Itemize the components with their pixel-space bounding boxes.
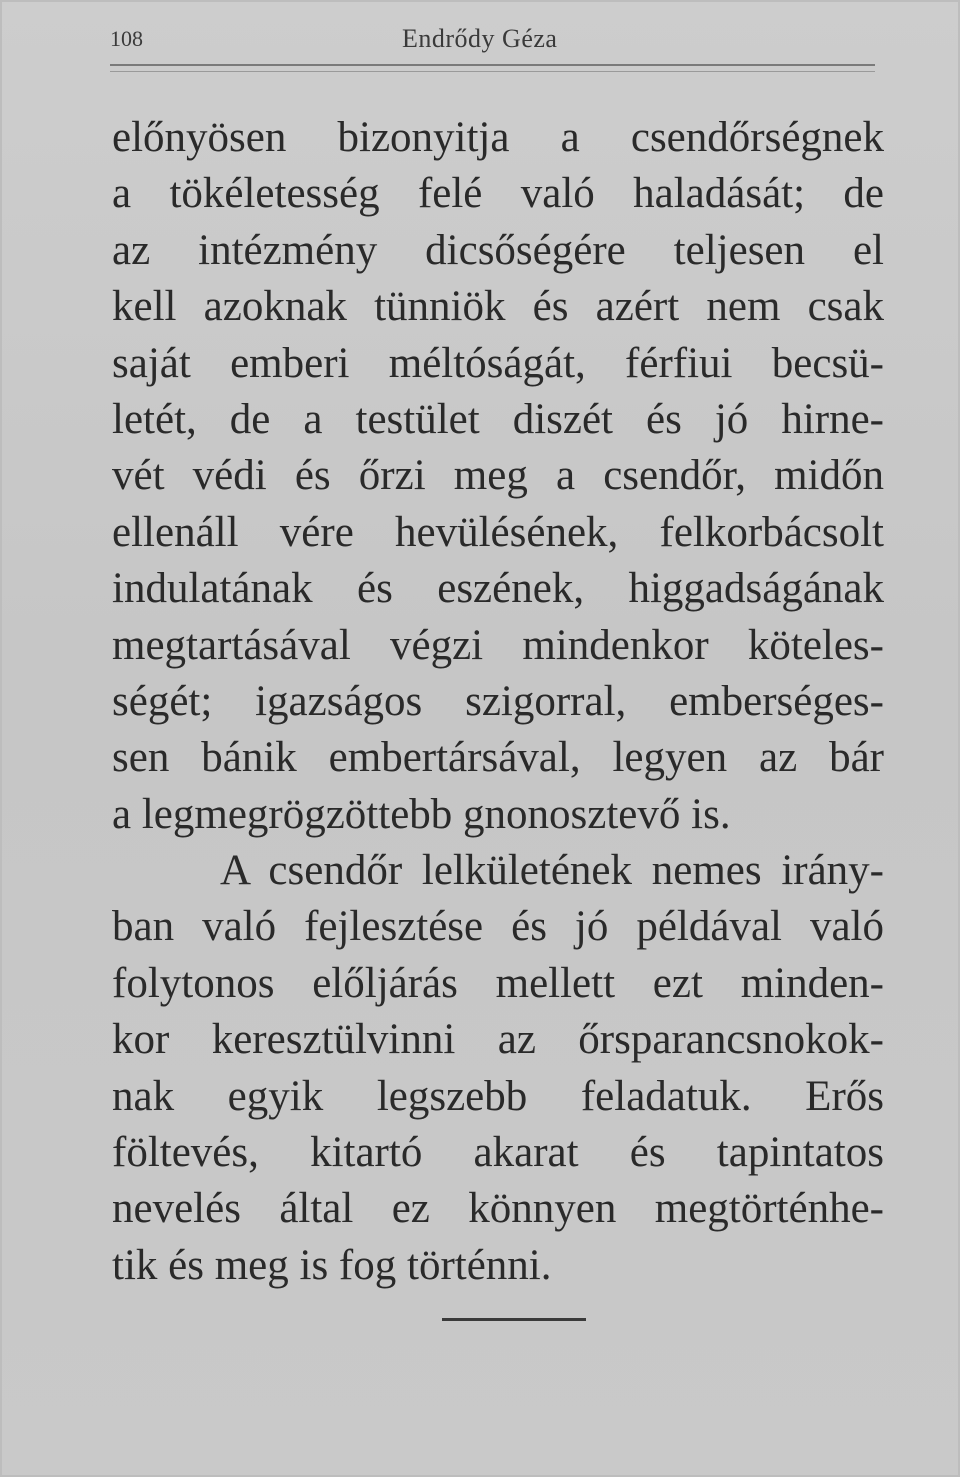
text-line: tik és meg is fog történni. bbox=[112, 1241, 552, 1289]
text-line: a tökéletesség felé való haladását; de bbox=[112, 170, 884, 218]
text-line: a legmegrögzöttebb gnonosztevő is. bbox=[112, 790, 731, 838]
text-line: vét védi és őrzi meg a csendőr, midőn bbox=[112, 452, 884, 500]
text-line: ellenáll vére hevülésének, felkorbácsolt bbox=[112, 508, 884, 556]
text-line: nevelés által ez könnyen megtörténhe- bbox=[112, 1185, 884, 1233]
header-rule bbox=[110, 64, 875, 66]
body-text bbox=[112, 110, 884, 1294]
section-end-rule bbox=[442, 1318, 586, 1321]
text-line: ségét; igazságos szigorral, emberséges- bbox=[112, 677, 884, 725]
text-line: ban való fejlesztése és jó példával való bbox=[112, 903, 884, 951]
text-line: folytonos előljárás mellett ezt minden- bbox=[112, 959, 884, 1007]
text-line: letét, de a testület diszét és jó hirne- bbox=[112, 395, 884, 443]
running-head-author: Endrődy Géza bbox=[402, 24, 558, 53]
text-line: az intézmény dicsőségére teljesen el bbox=[112, 226, 884, 274]
header-rule-secondary bbox=[110, 71, 875, 72]
text-line: föltevés, kitartó akarat és tapintatos bbox=[112, 1129, 884, 1177]
text-line: saját emberi méltóságát, férfiui becsü- bbox=[112, 339, 884, 387]
page-number: 108 bbox=[110, 26, 143, 51]
text-line: előnyösen bizonyitja a csendőrségnek bbox=[112, 114, 884, 161]
running-head bbox=[110, 22, 880, 56]
text-line: kor keresztülvinni az őrsparancsnokok- bbox=[112, 1016, 884, 1064]
text-line: indulatának és eszének, higgadságának bbox=[112, 565, 884, 613]
text-line: megtartásával végzi mindenkor köteles- bbox=[112, 621, 884, 669]
text-line: A csendőr lelkületének nemes irány- bbox=[220, 847, 884, 895]
text-line: nak egyik legszebb feladatuk. Erős bbox=[112, 1072, 884, 1120]
text-line: sen bánik embertársával, legyen az bár bbox=[112, 734, 884, 782]
text-line: kell azoknak tünniök és azért nem csak bbox=[112, 283, 884, 331]
